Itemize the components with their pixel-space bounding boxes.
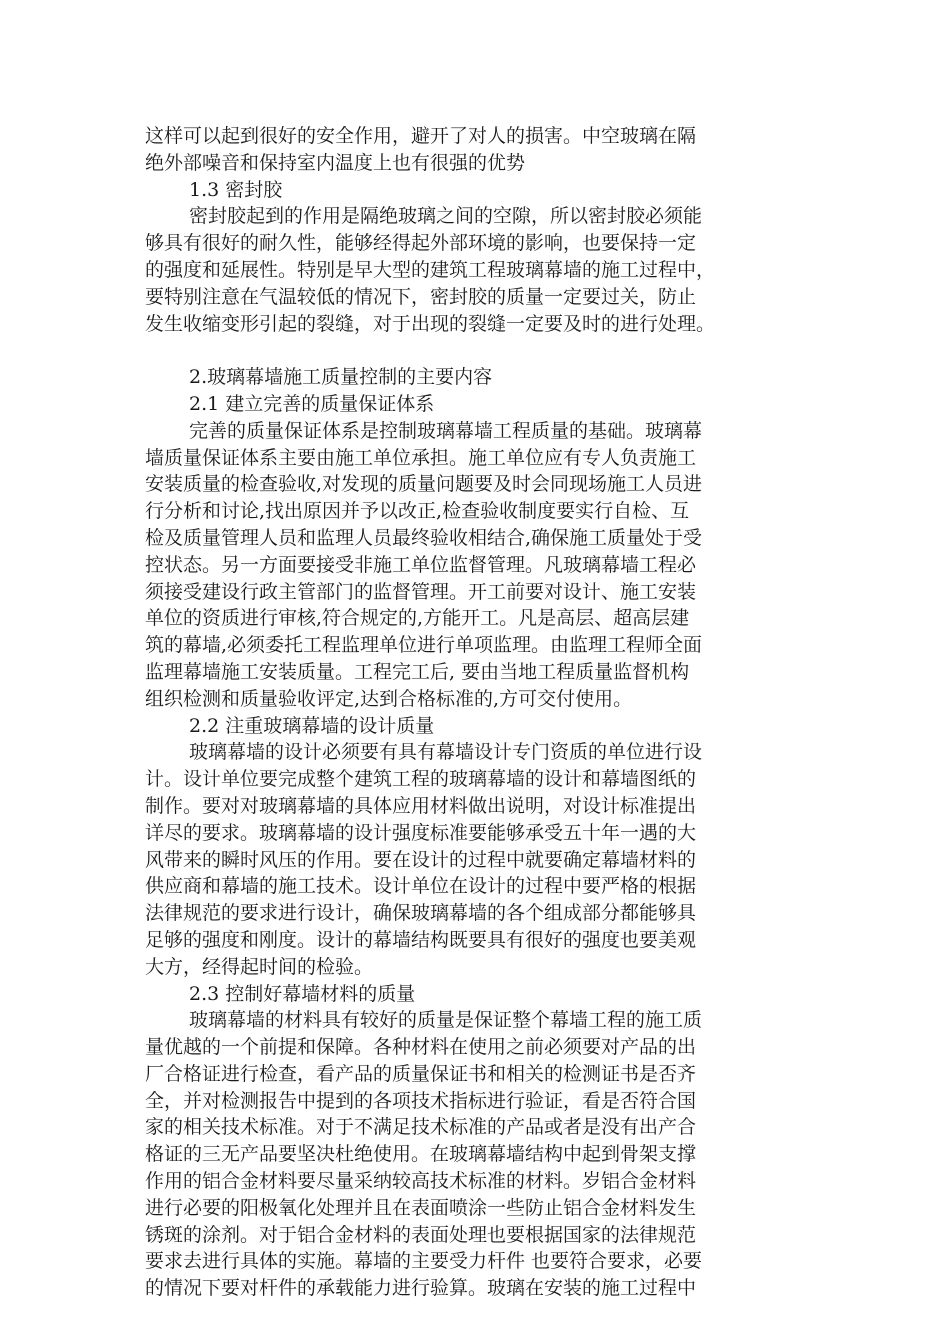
paragraph-line: 发生收缩变形引起的裂缝，对于出现的裂缝一定要及时的进行处理。	[145, 312, 716, 335]
paragraph-line: 完善的质量保证体系是控制玻璃幕墙工程质量的基础。玻璃幕	[189, 419, 703, 442]
paragraph-line: 要求去进行具体的实施。幕墙的主要受力杆件 也要符合要求，必要	[145, 1250, 703, 1273]
paragraph-line: 够具有很好的耐久性，能够经得起外部环境的影响，也要保持一定	[145, 232, 697, 255]
paragraph-line: 作用的铝合金材料要尽量采纳较高技术标准的材料。岁铝合金材料	[145, 1170, 697, 1193]
paragraph-line: 密封胶起到的作用是隔绝玻璃之间的空隙，所以密封胶必须能	[189, 205, 703, 228]
paragraph-line: 法律规范的要求进行设计，确保玻璃幕墙的各个组成部分都能够具	[145, 902, 697, 925]
paragraph-line: 须接受建设行政主管部门的监督管理。开工前要对设计、施工安装	[145, 580, 697, 603]
document-page	[145, 123, 817, 1302]
chapter-heading: 2.玻璃幕墙施工质量控制的主要内容	[189, 366, 493, 389]
paragraph-line: 要特别注意在气温较低的情况下，密封胶的质量一定要过关，防止	[145, 285, 697, 308]
paragraph-line: 全，并对检测报告中提到的各项技术指标进行验证，看是否符合国	[145, 1089, 697, 1112]
paragraph-line: 足够的强度和刚度。设计的幕墙结构既要具有很好的强度也要美观	[145, 928, 697, 951]
paragraph-line: 检及质量管理人员和监理人员最终验收相结合,确保施工质量处于受	[145, 526, 703, 549]
paragraph-line: 风带来的瞬时风压的作用。要在设计的过程中就要确定幕墙材料的	[145, 848, 697, 871]
paragraph-line: 行分析和讨论,找出原因并予以改正,检查验收制度要实行自检、互	[145, 500, 690, 523]
paragraph-line: 玻璃幕墙的材料具有较好的质量是保证整个幕墙工程的施工质	[189, 1009, 703, 1032]
section-heading: 2.2 注重玻璃幕墙的设计质量	[189, 714, 435, 737]
paragraph-line: 家的相关技术标准。对于不满足技术标准的产品或者是没有出产合	[145, 1116, 697, 1139]
paragraph-line: 的情况下要对杆件的承载能力进行验算。玻璃在安装的施工过程中	[145, 1277, 697, 1300]
section-heading: 1.3 密封胶	[189, 178, 283, 201]
paragraph-line: 锈斑的涂剂。对于铝合金材料的表面处理也要根据国家的法律规范	[145, 1223, 697, 1246]
paragraph-line: 制作。要对对玻璃幕墙的具体应用材料做出说明，对设计标准提出	[145, 794, 697, 817]
section-heading: 2.1 建立完善的质量保证体系	[189, 392, 435, 415]
paragraph-line: 控状态。另一方面要接受非施工单位监督管理。凡玻璃幕墙工程必	[145, 553, 697, 576]
paragraph-line: 绝外部噪音和保持室内温度上也有很强的优势	[145, 151, 526, 174]
paragraph-line: 玻璃幕墙的设计必须要有具有幕墙设计专门资质的单位进行设	[189, 741, 703, 764]
blank-line	[145, 337, 817, 364]
section-heading: 2.3 控制好幕墙材料的质量	[189, 982, 416, 1005]
paragraph-line: 这样可以起到很好的安全作用，避开了对人的损害。中空玻璃在隔	[145, 125, 697, 147]
paragraph-line: 监理幕墙施工安装质量。工程完工后, 要由当地工程质量监督机构	[145, 660, 690, 683]
paragraph-line: 安装质量的检查验收,对发现的质量问题要及时会同现场施工人员进	[145, 473, 703, 496]
paragraph-line: 大方，经得起时间的检验。	[145, 955, 374, 978]
paragraph-line: 单位的资质进行审核,符合规定的,方能开工。凡是高层、超高层建	[145, 607, 690, 630]
paragraph-line: 筑的幕墙,必须委托工程监理单位进行单项监理。由监理工程师全面	[145, 634, 703, 657]
paragraph-line: 格证的三无产品要坚决杜绝使用。在玻璃幕墙结构中起到骨架支撑	[145, 1143, 697, 1166]
paragraph-line: 供应商和幕墙的施工技术。设计单位在设计的过程中要严格的根据	[145, 875, 697, 898]
paragraph-line: 计。设计单位要完成整个建筑工程的玻璃幕墙的设计和幕墙图纸的	[145, 768, 697, 791]
paragraph-line: 组织检测和质量验收评定,达到合格标准的,方可交付使用。	[145, 687, 633, 710]
paragraph-line: 墙质量保证体系主要由施工单位承担。施工单位应有专人负责施工	[145, 446, 697, 469]
paragraph-line: 厂合格证进行检查，看产品的质量保证书和相关的检测证书是否齐	[145, 1062, 697, 1085]
paragraph-line: 量优越的一个前提和保障。各种材料在使用之前必须要对产品的出	[145, 1036, 697, 1059]
paragraph-line: 进行必要的阳极氧化处理并且在表面喷涂一些防止铝合金材料发生	[145, 1196, 697, 1219]
paragraph-line: 的强度和延展性。特别是早大型的建筑工程玻璃幕墙的施工过程中，	[145, 258, 716, 281]
paragraph-line: 详尽的要求。玻璃幕墙的设计强度标准要能够承受五十年一遇的大	[145, 821, 697, 844]
